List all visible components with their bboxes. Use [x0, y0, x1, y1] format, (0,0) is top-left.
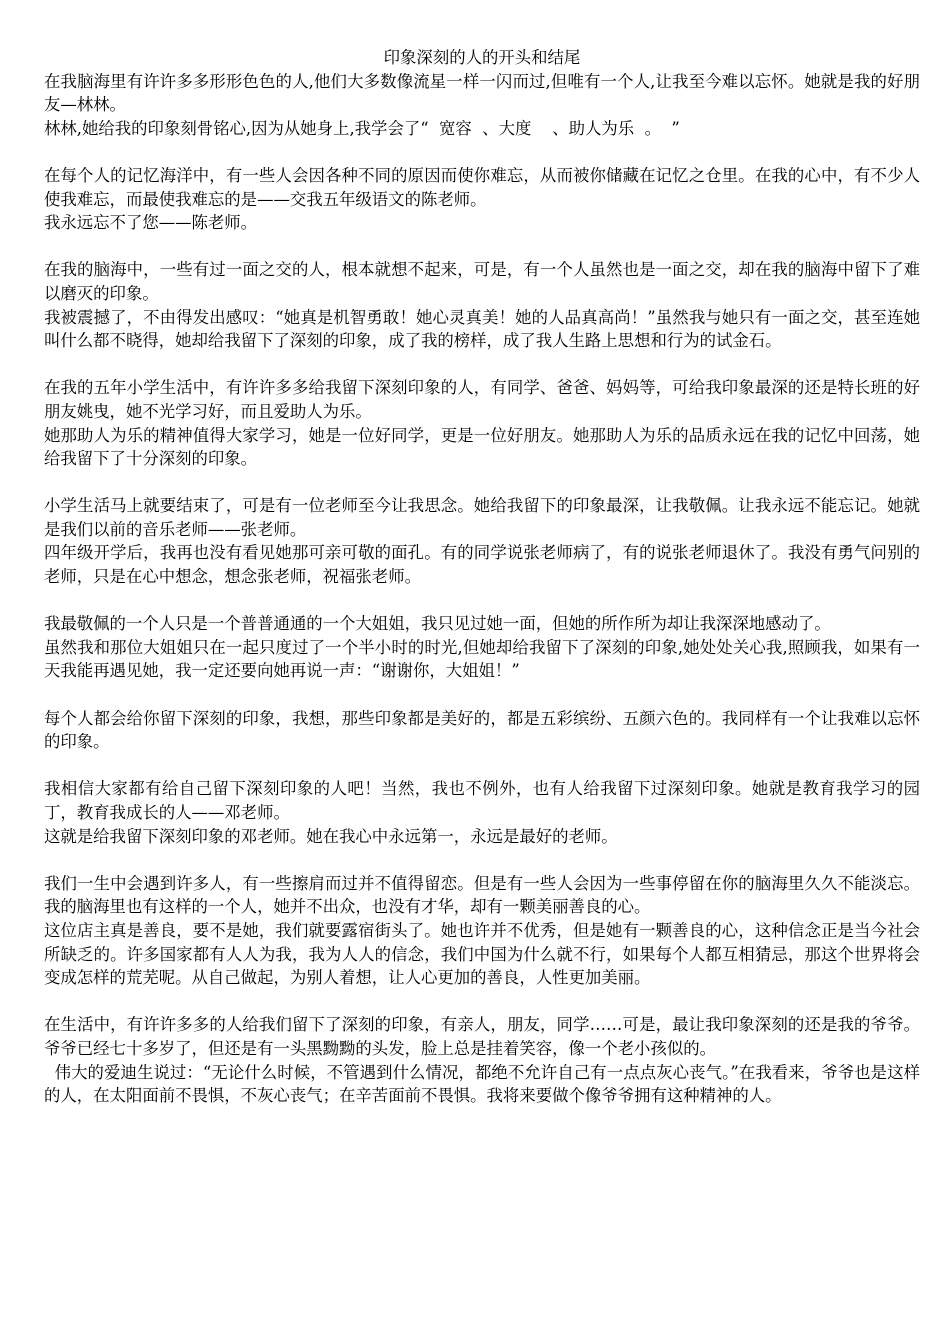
- paragraph: 伟大的爱迪生说过：“无论什么时候，不管遇到什么情况，都绝不允许自己有一点点灰心丧气。”在我看来，爷爷也是这样的人，在太阳面前不畏惧，不灰心丧气；在辛苦面前不畏惧。我将来要做个像爷爷拥有这种精神的人。: [44, 1062, 920, 1106]
- paragraph: 她那助人为乐的精神值得大家学习，她是一位好同学，更是一位好朋友。她那助人为乐的品质永远在我的记忆中回荡，她给我留下了十分深刻的印象。: [44, 425, 920, 469]
- paragraph: 在我脑海里有许许多多形形色色的人,他们大多数像流星一样一闪而过,但唯有一个人,让我至今难以忘怀。她就是我的好朋友—林林。: [44, 71, 920, 115]
- paragraph: 我被震撼了，不由得发出感叹：“她真是机智勇敢！她心灵真美！她的人品真高尚！”虽然我与她只有一面之交，甚至连她叫什么都不晓得，她却给我留下了深刻的印象，成了我的榜样，成了我人生路上思想和行为的试金石。: [44, 307, 920, 351]
- paragraph: 这就是给我留下深刻印象的邓老师。她在我心中永远第一，永远是最好的老师。: [44, 826, 618, 846]
- paragraph: 我们一生中会遇到许多人，有一些擦肩而过并不值得留恋。但是有一些人会因为一些事停留在你的脑海里久久不能淡忘。我的脑海里也有这样的一个人，她并不出众，也没有才华，却有一颗美丽善良的心。: [44, 873, 920, 917]
- paragraph: 在每个人的记忆海洋中，有一些人会因各种不同的原因而使你难忘，从而被你储藏在记忆之仓里。在我的心中，有不少人使我难忘，而最使我难忘的是——交我五年级语文的陈老师。: [44, 165, 920, 209]
- paragraph-gap: [44, 754, 920, 778]
- paragraph: 在我的五年小学生活中，有许许多多给我留下深刻印象的人，有同学、爸爸、妈妈等，可给我印象最深的还是特长班的好朋友姚曳，她不光学习好，而且爱助人为乐。: [44, 378, 920, 421]
- paragraph: 在生活中，有许许多多的人给我们留下了深刻的印象，有亲人，朋友，同学……可是，最让我印象深刻的还是我的爷爷。爷爷已经七十多岁了，但还是有一头黑黝黝的头发，脸上总是挂着笑容，像一个老小孩似的。: [44, 1015, 920, 1058]
- paragraph: 林林,她给我的印象刻骨铭心,因为从她身上,我学会了“ 宽容 、大度 、助人为乐 。 ”: [44, 118, 680, 138]
- document-body: [44, 70, 920, 1108]
- paragraph-gap: [44, 683, 920, 707]
- paragraph: 我永远忘不了您——陈老师。: [44, 213, 258, 233]
- paragraph: 我最敬佩的一个人只是一个普普通通的一个大姐姐，我只见过她一面，但她的所作所为却让我深深地感动了。: [44, 614, 831, 634]
- paragraph: 小学生活马上就要结束了，可是有一位老师至今让我思念。她给我留下的印象最深，让我敬佩。让我永远不能忘记。她就是我们以前的音乐老师——张老师。: [44, 496, 920, 539]
- paragraph-gap: [44, 848, 920, 872]
- paragraph: 每个人都会给你留下深刻的印象，我想，那些印象都是美好的，都是五彩缤纷、五颜六色的。我同样有一个让我难以忘怀的印象。: [44, 708, 920, 752]
- paragraph: 四年级开学后，我再也没有看见她那可亲可敬的面孔。有的同学说张老师病了，有的说张老师退休了。我没有勇气问别的老师，只是在心中想念，想念张老师，祝福张老师。: [44, 543, 920, 587]
- paragraph: 虽然我和那位大姐姐只在一起只度过了一个半小时的时光,但她却给我留下了深刻的印象,她处处关心我,照顾我，如果有一天我能再遇见她，我一定还要向她再说一声：“谢谢你，大姐姐！”: [44, 637, 920, 681]
- paragraph-gap: [44, 471, 920, 495]
- paragraph: 我相信大家都有给自己留下深刻印象的人吧！当然，我也不例外，也有人给我留下过深刻印象。她就是教育我学习的园丁，教育我成长的人——邓老师。: [44, 779, 920, 822]
- paragraph-gap: [44, 235, 920, 259]
- paragraph-gap: [44, 990, 920, 1014]
- paragraph-gap: [44, 353, 920, 377]
- paragraph-gap: [44, 589, 920, 613]
- paragraph: 在我的脑海中，一些有过一面之交的人，根本就想不起来，可是，有一个人虽然也是一面之交，却在我的脑海中留下了难以磨灭的印象。: [44, 260, 920, 303]
- paragraph-gap: [44, 140, 920, 164]
- paragraph: 这位店主真是善良，要不是她，我们就要露宿街头了。她也许并不优秀，但是她有一颗善良的心，这种信念正是当今社会所缺乏的。许多国家都有人人为我，我为人人的信念，我们中国为什么就不行，如果每个人都互相猜忌，那这个世界将会变成怎样的荒芜呢。从自己做起，为别人着想，让人心更加的善良，人性更加美丽。: [44, 920, 920, 988]
- document-title: 印象深刻的人的开头和结尾: [383, 48, 581, 67]
